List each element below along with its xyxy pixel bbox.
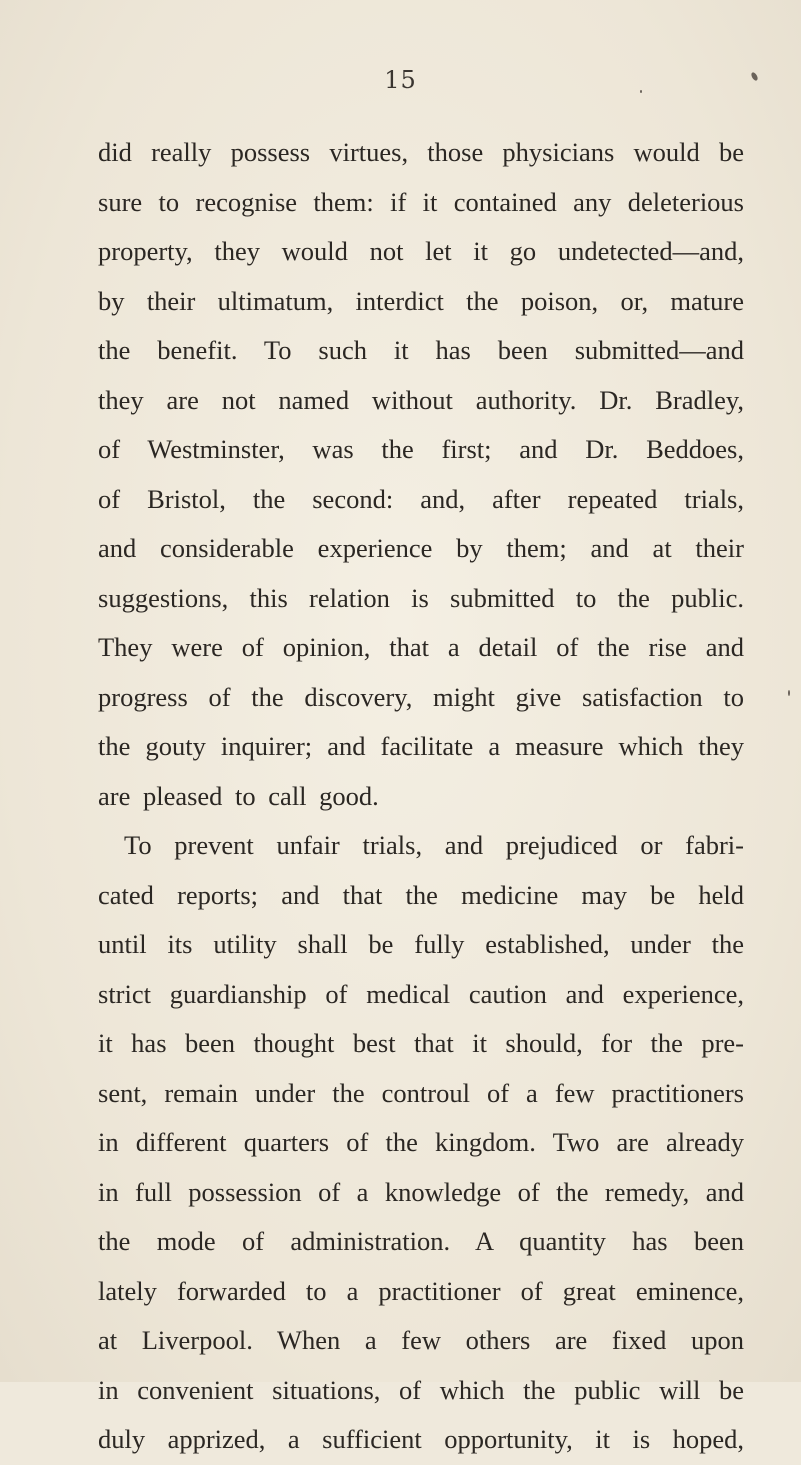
text-line: lately forwarded to a practitioner of great eminence, — [98, 1275, 744, 1306]
text-line: in full possession of a knowledge of the remedy, and — [98, 1176, 744, 1207]
text-line: until its utility shall be fully established, under the — [98, 929, 744, 959]
text-line: sent, remain under the controul of a few practitioners — [98, 1077, 744, 1108]
text-line: the benefit. To such it has been submitted—and — [98, 335, 744, 365]
paper-speck — [640, 90, 642, 93]
text-line: of Bristol, the second: and, after repeated trials, — [98, 483, 744, 514]
text-line: it has been thought best that it should, for the pre- — [98, 1028, 744, 1058]
text-line: suggestions, this relation is submitted to the public. — [98, 582, 744, 613]
text-line: did really possess virtues, those physicians would be — [98, 137, 744, 167]
text-line: of Westminster, was the first; and Dr. Beddoes, — [98, 434, 744, 464]
text-line: strict guardianship of medical caution and experience, — [98, 978, 744, 1009]
text-line: are pleased to call good. — [98, 780, 379, 811]
paragraph-start-line: To prevent unfair trials, and prejudiced or fabri- — [124, 830, 744, 860]
text-line: at Liverpool. When a few others are fixed upon — [98, 1325, 744, 1355]
text-line: cated reports; and that the medicine may be held — [98, 879, 744, 910]
text-line: They were of opinion, that a detail of the rise and — [98, 632, 744, 662]
body-text — [98, 128, 744, 1465]
page-number: 15 — [384, 66, 417, 94]
text-line: and considerable experience by them; and at their — [98, 533, 744, 563]
text-line: sure to recognise them: if it contained any deleterious — [98, 186, 744, 217]
text-line: the mode of administration. A quantity has been — [98, 1226, 744, 1256]
text-line: the gouty inquirer; and facilitate a measure which they — [98, 731, 744, 761]
text-line: in different quarters of the kingdom. Two are already — [98, 1127, 744, 1157]
text-line: property, they would not let it go undetected—and, — [98, 236, 744, 266]
text-line: in convenient situations, of which the public will be — [98, 1374, 744, 1405]
text-line: they are not named without authority. Dr. Bradley, — [98, 384, 744, 415]
text-line: progress of the discovery, might give satisfaction to — [98, 681, 744, 712]
text-line: by their ultimatum, interdict the poison, or, mature — [98, 285, 744, 316]
text-line: duly apprized, a sufficient opportunity, it is hoped, — [98, 1424, 744, 1454]
paper-speck — [788, 690, 790, 696]
